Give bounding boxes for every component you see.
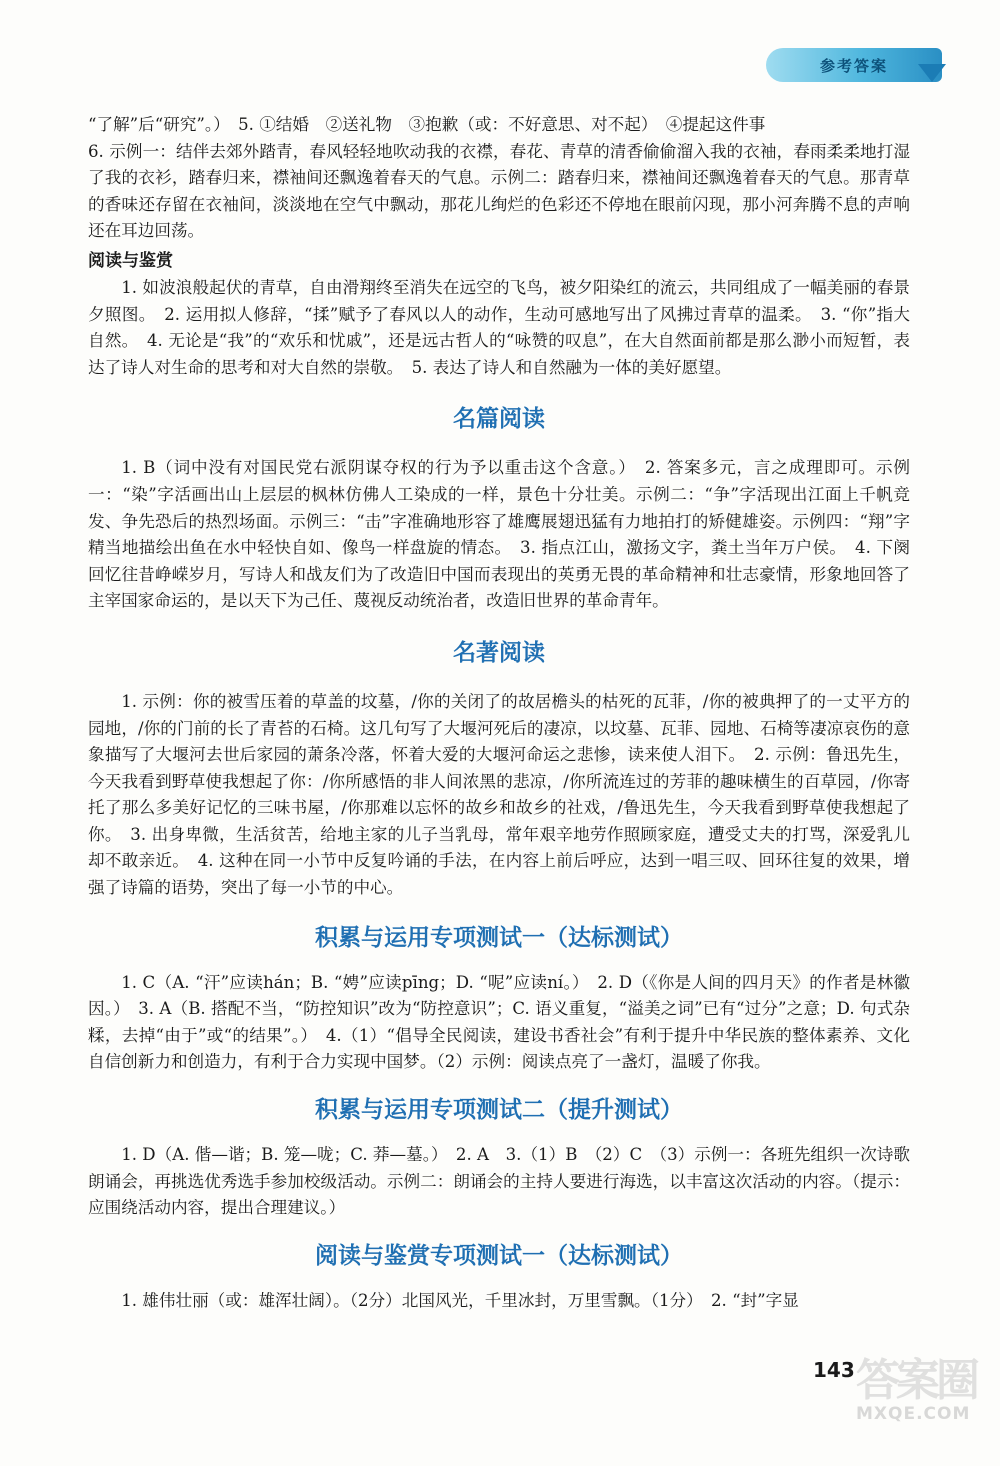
section-title-test2: 积累与运用专项测试二（提升测试） (315, 1097, 683, 1124)
watermark-url: MXQE.COM (856, 1404, 971, 1424)
reading-heading: 阅读与鉴赏 (88, 250, 173, 271)
badge-label: 参考答案 (819, 56, 888, 75)
watermark-logo (856, 1344, 976, 1444)
section-title-reading-test1: 阅读与鉴赏专项测试一（达标测试） (315, 1242, 683, 1269)
section-text-reading-test1: 1. 雄伟壮丽（或：雄浑壮阔）。（2分）北国风光，千里冰封，万里雪飘。（1分） 2. “封”字显 (121, 1290, 799, 1310)
section-text-mingzhu: 1. 示例：你的被雪压着的草盖的坟墓，/你的关闭了的故居檐头的枯死的瓦菲，/你的被典押了的一丈平方的园地，/你的门前的长了青苔的石椅。这几句写了大堰河死后的凄凉，以坟墓、瓦菲、园地、石椅等凄凉哀伤的意象描写了大堰河去世后家园的萧条冷落，怀着大爱的大堰河命运之悲惨，读来使人泪下。 2. 示例：鲁迅先生，今天我看到野草使我想起了你：/你所感悟的非人间浓黑的悲凉，/你所流连过的芳菲的趣味横生的百草园，/你寄托了那么多美好记忆的三味书屋，/你那难以忘怀的故乡和故乡的社戏，/鲁迅先生，今天我看到野草使我想起了你。 3. 出身卑微，生活贫苦，给地主家的儿子当乳母，常年艰辛地劳作照顾家庭，遭受丈夫的打骂，深爱乳儿却不敢亲近。 4. 这种在同一小节中反复吟诵的手法，在内容上前后呼应，达到一唱三叹、回环往复的效果，增强了诗篇的语势，突出了每一小节的中心。 (88, 691, 910, 898)
section-text-mingpian: 1. B（词中没有对国民党右派阴谋夺权的行为予以重击这个含意。） 2. 答案多元，言之成理即可。示例一：“染”字活画出山上层层的枫林仿佛人工染成的一样，景色十分壮美。示例二：“争”字活现出江面上千帆竞发、争先恐后的热烈场面。示例三：“击”字准确地形容了雄鹰展翅迅猛有力地拍打的矫健雄姿。示例四：“翔”字精当地描绘出鱼在水中轻快自如、像鸟一样盘旋的情态。 3. 指点江山，激扬文字，粪土当年万户侯。 4. 下阕回忆往昔峥嵘岁月，写诗人和战友们为了改造旧中国而表现出的英勇无畏的革命精神和壮志豪情，形象地回答了主宰国家命运的，是以天下为己任、蔑视反动统治者，改造旧世界的革命青年。 (88, 458, 910, 611)
section-title-mingpian: 名篇阅读 (453, 406, 545, 433)
watermark-text: 答案圈 (856, 1355, 976, 1406)
reading-paragraph: 1. 如波浪般起伏的青草，自由滑翔终至消失在远空的飞鸟，被夕阳染红的流云，共同组成了一幅美丽的春景夕照图。 2. 运用拟人修辞，“揉”赋予了春风以人的动作，生动可感地写出了风拂过青草的温柔。 3. “你”指大自然。 4. 无论是“我”的“欢乐和忧戚”，还是远古哲人的“咏赞的叹息”，在大自然面前都是那么渺小而短暂，表达了诗人对生命的思考和对大自然的崇敬。 5. 表达了诗人和自然融为一体的美好愿望。 (88, 277, 910, 377)
intro-paragraph-2: 6. 示例一：结伴去郊外踏青，春风轻轻地吹动我的衣襟，春花、青草的清香偷偷溜入我的衣袖，春雨柔柔地打湿了我的衣衫，踏春归来，襟袖间还飘逸着春天的气息。示例二：踏春归来，襟袖间还飘逸着春天的气息。那青草的香味还存留在衣袖间，淡淡地在空气中飘动，那花儿绚烂的色彩还不停地在眼前闪现，那小河奔腾不息的声响还在耳边回荡。 (88, 141, 910, 241)
section-text-test1: 1. C（A. “汗”应读hán；B. “娉”应读pīng；D. “呢”应读ní。） 2. D（《你是人间的四月天》的作者是林徽因。） 3. A（B. 搭配不当，“防控知识”改为“防控意识”；C. 语义重复，“溢美之词”已有“过分”之意；D. 句式杂糅，去掉“由于”或“的结果”。） 4.（1）“倡导全民阅读，建设书香社会”有利于提升中华民族的整体素养、文化自信创新力和创造力，有利于合力实现中国梦。（2）示例：阅读点亮了一盏灯，温暖了你我。 (88, 972, 910, 1072)
badge-heart-icon (918, 64, 946, 82)
section-title-test1: 积累与运用专项测试一（达标测试） (315, 924, 683, 951)
section-text-test2: 1. D（A. 偕—谐；B. 笼—咙；C. 莽—墓。） 2. A 3.（1）B （2）C （3）示例一：各班先组织一次诗歌朗诵会，再挑选优秀选手参加校级活动。示例二：朗诵会的主持人要进行海选，以丰富这次活动的内容。（提示：应围绕活动内容，提出合理建议。） (88, 1145, 910, 1218)
section-title-mingzhu: 名著阅读 (453, 639, 545, 666)
page-content (88, 112, 910, 1314)
section-badge (766, 48, 942, 82)
page-number: 143 (813, 1358, 855, 1382)
intro-line-1: “了解”后“研究”。） 5. ①结婚 ②送礼物 ③抱歉（或：不好意思、对不起） ④提起这件事 (88, 115, 766, 134)
